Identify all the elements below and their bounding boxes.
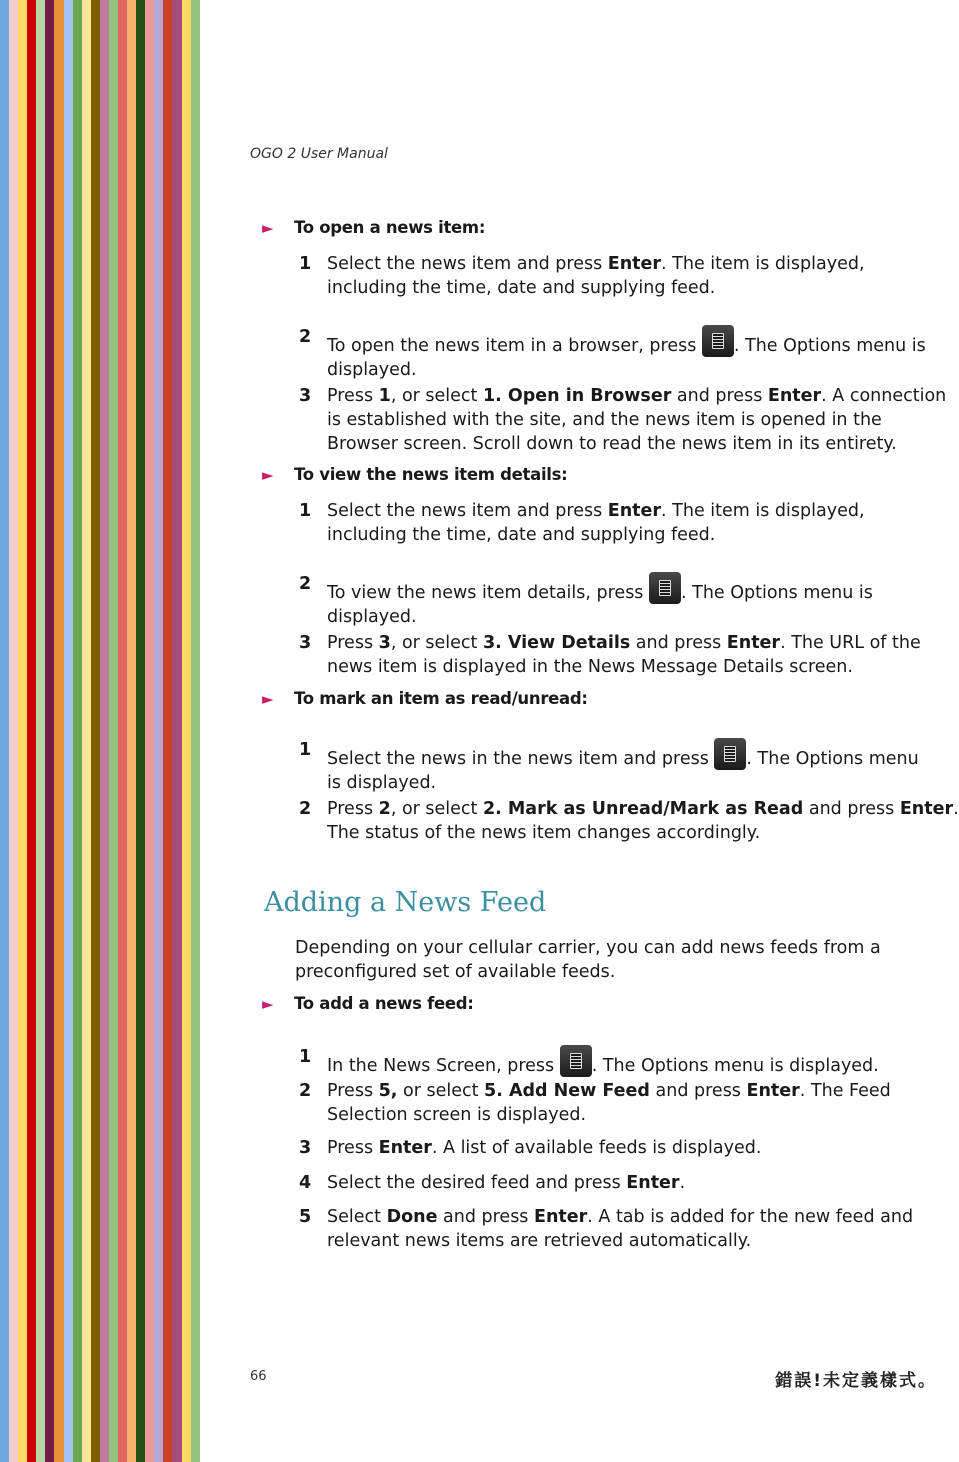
stripe [172,0,181,1462]
procedure-heading-details: ► To view the news item details: [262,465,568,484]
stripe [91,0,100,1462]
triangle-bullet-icon: ► [262,219,274,237]
stripe [163,0,172,1462]
stripe [54,0,63,1462]
stripe [182,0,191,1462]
page-header-title: OGO 2 User Manual [250,146,388,162]
procedure-heading-open: ► To open a news item: [262,218,486,237]
stripe [109,0,118,1462]
stripe [100,0,109,1462]
stripe [136,0,145,1462]
stripe [64,0,73,1462]
stripe [9,0,18,1462]
stripe [145,0,154,1462]
stripe [27,0,36,1462]
stripe [118,0,127,1462]
menu-key-icon [560,1045,592,1077]
section-title-adding-feed: Adding a News Feed [264,887,547,918]
stripe [127,0,136,1462]
procedure-heading-add: ► To add a news feed: [262,994,474,1013]
menu-key-icon [702,325,734,357]
stripe [191,0,200,1462]
triangle-bullet-icon: ► [262,995,274,1013]
menu-key-icon [649,572,681,604]
stripe [36,0,45,1462]
decorative-stripes [0,0,200,1462]
section-intro: Depending on your cellular carrier, you can add news feeds from a preconfigured set of available feeds. [295,938,881,982]
triangle-bullet-icon: ► [262,466,274,484]
stripe [45,0,54,1462]
menu-key-icon [714,738,746,770]
footer-style-error: 錯誤!未定義樣式。 [775,1371,937,1391]
triangle-bullet-icon: ► [262,690,274,708]
stripe [0,0,9,1462]
stripe [73,0,82,1462]
stripe [82,0,91,1462]
stripe [154,0,163,1462]
stripe [18,0,27,1462]
procedure-heading-mark: ► To mark an item as read/unread: [262,689,588,708]
page-number: 66 [250,1369,267,1384]
